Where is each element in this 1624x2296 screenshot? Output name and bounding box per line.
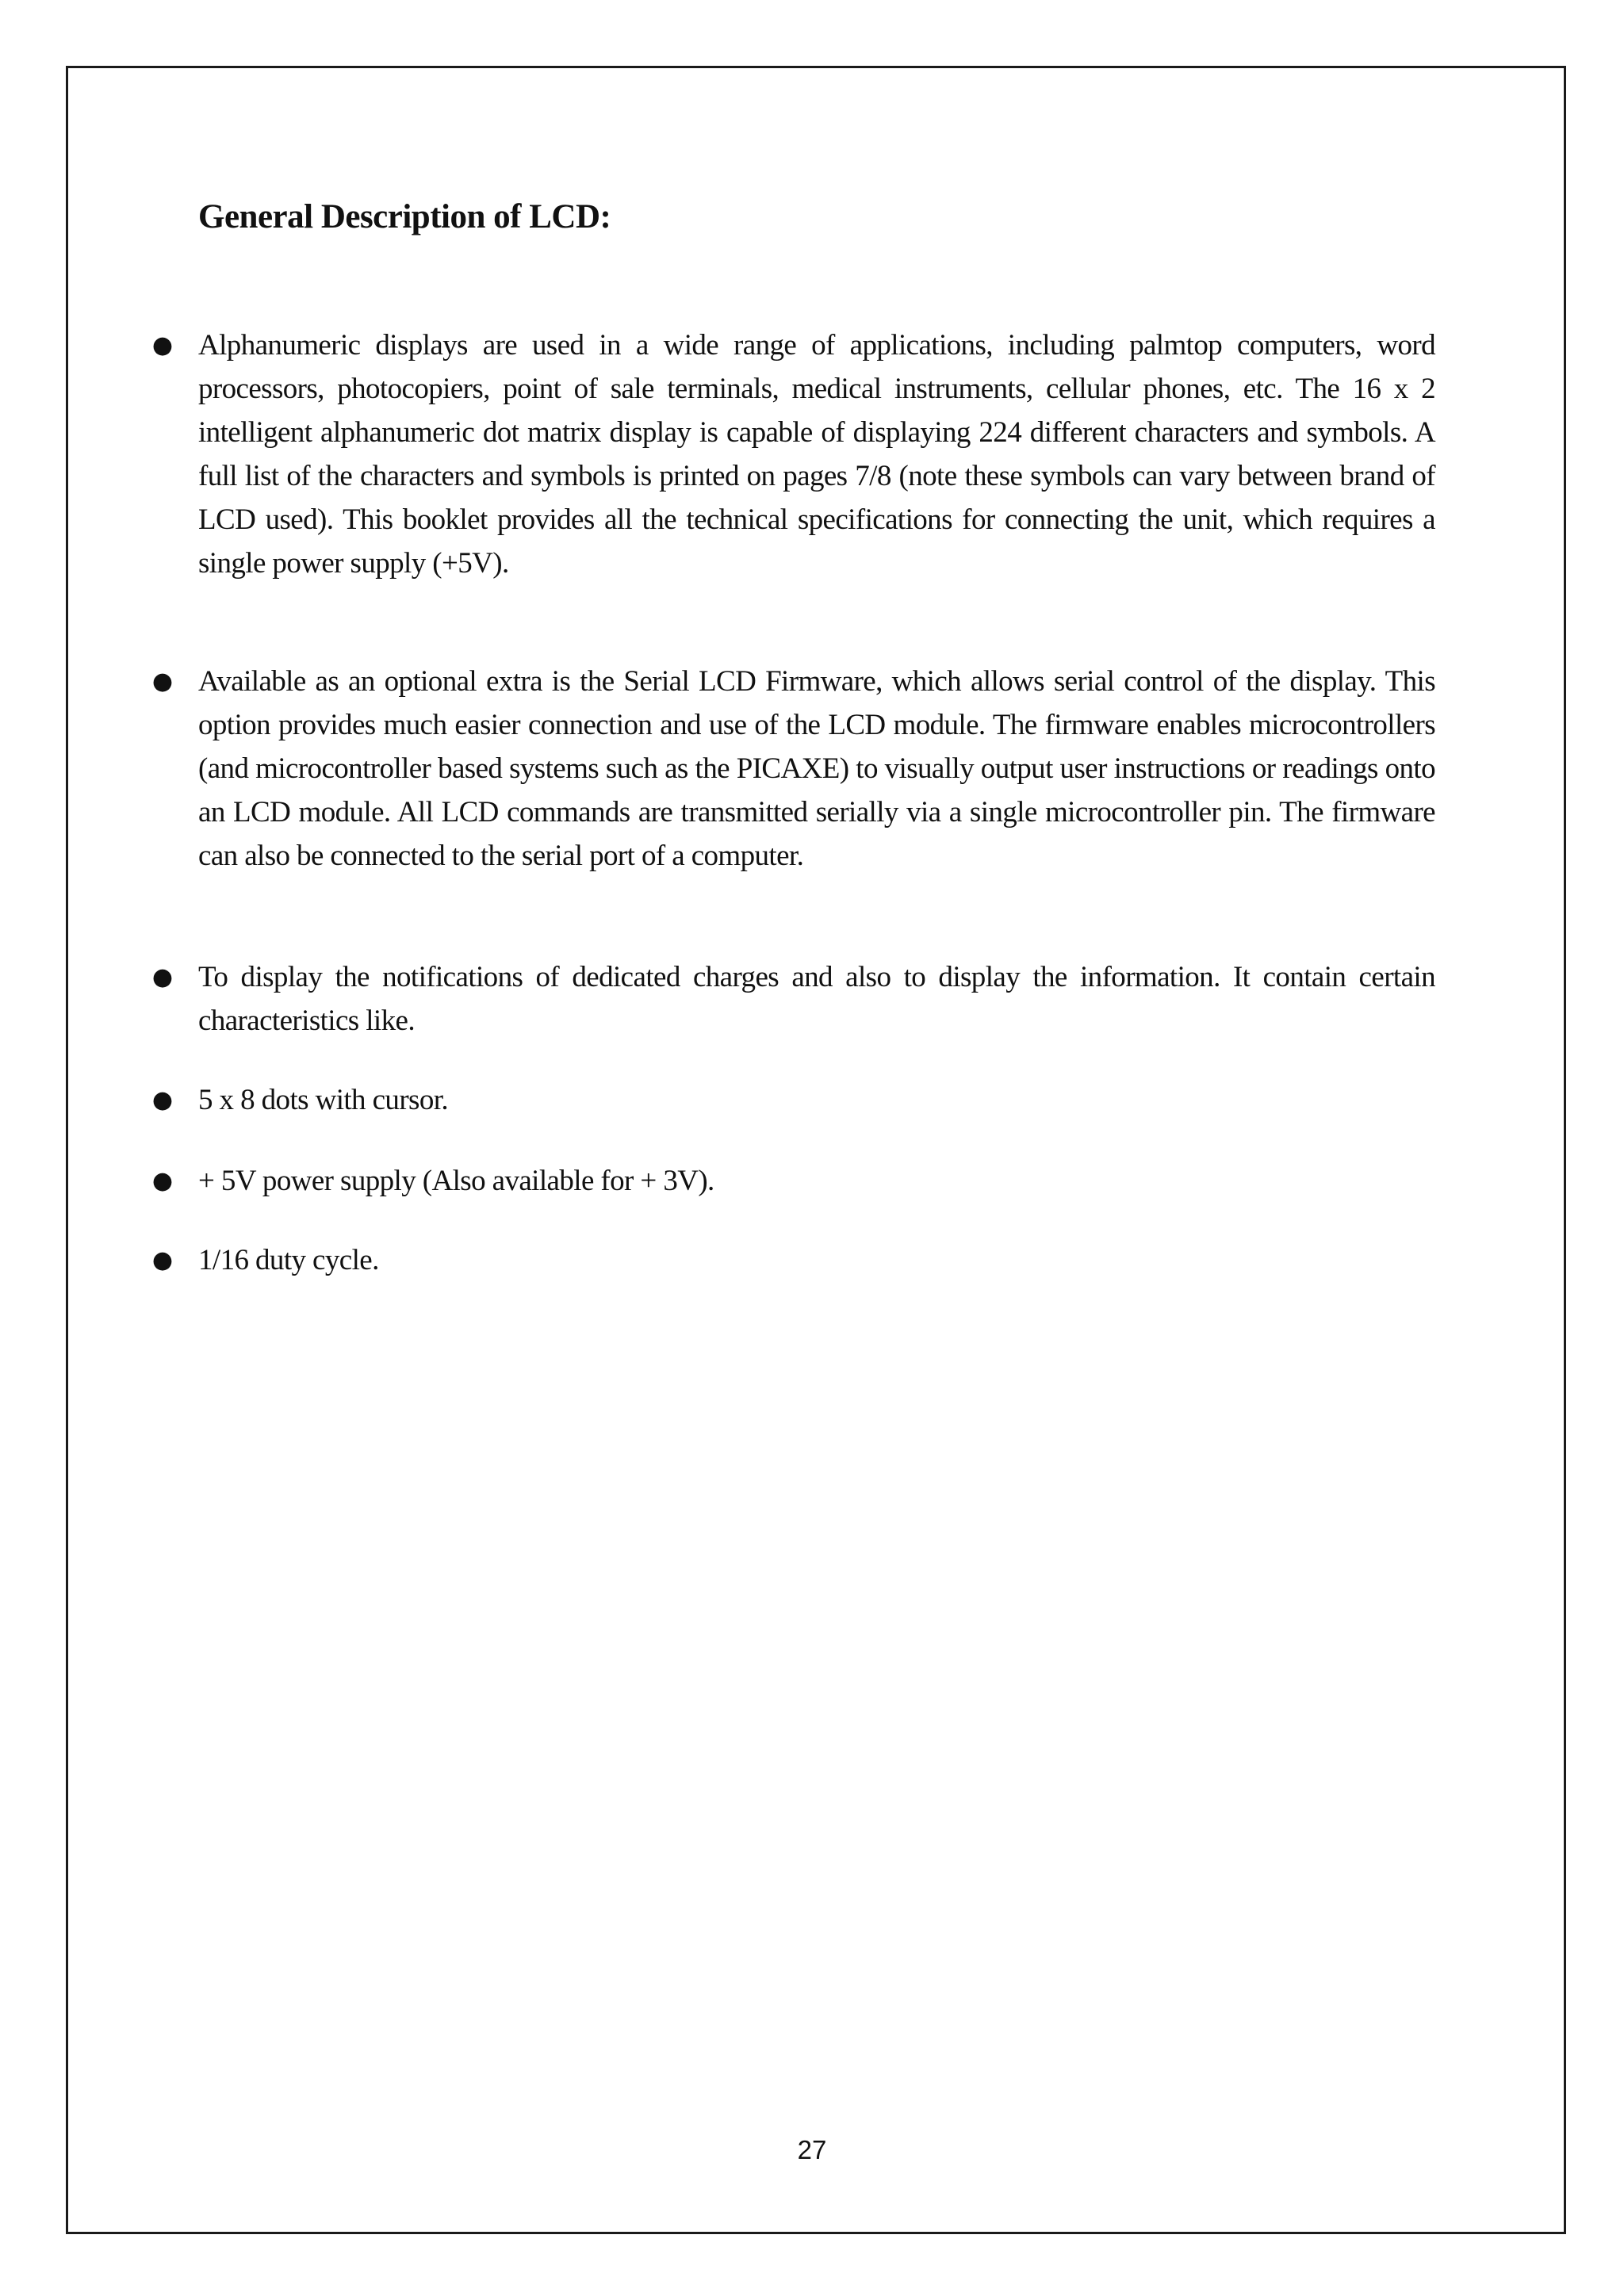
bullet-dot-icon: ● [151, 1167, 174, 1195]
bullet-text: Alphanumeric displays are used in a wide range of applications, including palmtop computers, word processors, photocopiers, point of sale terminals, medical instruments, cellular phones, etc. The 16 x 2 intelligent alphanumeric dot matrix display is capable of displaying 224 different characters and symbols. A full list of the characters and symbols is printed on pages 7/8 (note these symbols can vary between brand of LCD used). This booklet provides all the technical specifications for connecting the unit, which requires a single power supply (+5V). [198, 329, 1435, 580]
bullet-item-serial-lcd-firmware [151, 660, 1435, 878]
page-number: 27 [797, 2135, 827, 2164]
bullet-item-dots-with-cursor [151, 1078, 1435, 1122]
section-heading: General Description of LCD: [198, 198, 611, 235]
bullet-text: + 5V power supply (Also available for + 3V). [198, 1165, 714, 1197]
bullet-text: To display the notifications of dedicated charges and also to display the information. It contain certain characteristics like. [198, 961, 1435, 1037]
bullet-dot-icon: ● [151, 668, 174, 695]
bullet-text: 1/16 duty cycle. [198, 1244, 379, 1276]
bullet-item-notifications [151, 955, 1435, 1043]
bullet-dot-icon: ● [151, 963, 174, 991]
bullet-item-power-supply [151, 1159, 1435, 1203]
bullet-dot-icon: ● [151, 1246, 174, 1274]
bullet-item-alphanumeric-displays [151, 323, 1435, 585]
bullet-text: 5 x 8 dots with cursor. [198, 1084, 449, 1116]
bullet-text: Available as an optional extra is the Serial LCD Firmware, which allows serial control of the display. This option provides much easier connection and use of the LCD module. The firmware enables microcontrollers (and microcontroller based systems such as the PICAXE) to visually output user instructions or readings onto an LCD module. All LCD commands are transmitted serially via a single microcontroller pin. The firmware can also be connected to the serial port of a computer. [198, 665, 1435, 872]
bullet-item-duty-cycle [151, 1238, 1435, 1282]
bullet-dot-icon: ● [151, 331, 174, 359]
bullet-dot-icon: ● [151, 1086, 174, 1114]
